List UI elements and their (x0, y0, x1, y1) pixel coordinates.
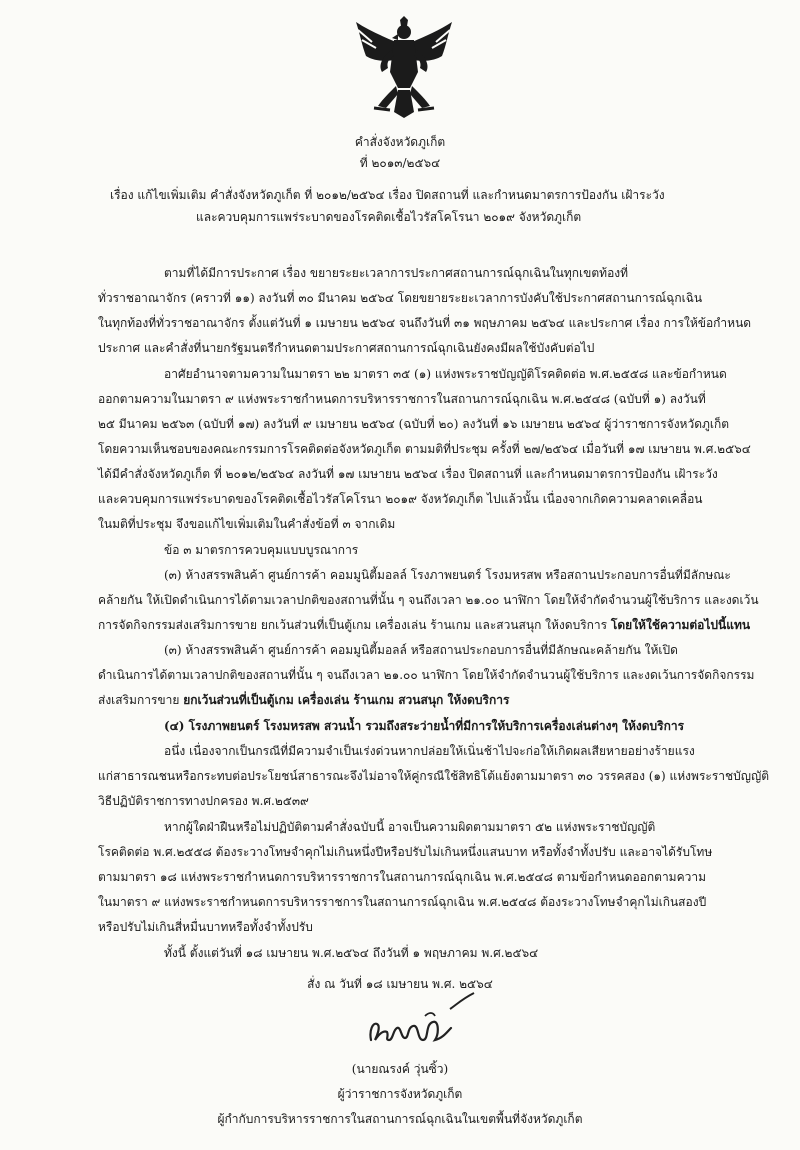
replacement-note: โดยให้ใช้ความต่อไปนี้แทน (610, 618, 751, 632)
handwritten-signature (365, 1010, 455, 1050)
body-line: ประกาศ และคำสั่งที่นายกรัฐมนตรีกำหนดตามประกาศสถานการณ์ฉุกเฉินยังคงมีผลใช้บังคับต่อไป (98, 341, 595, 355)
body-line: ได้มีคำสั่งจังหวัดภูเก็ต ที่ ๒๐๑๒/๒๕๖๔ ลงวันที่ ๑๗ เมษายน ๒๕๖๔ เรื่อง ปิดสถานที่ และกำหนดมาตรการป้องกัน เฝ้าระวัง (98, 467, 718, 481)
body-line: วิธีปฏิบัติราชการทางปกครอง พ.ศ.๒๕๓๙ (98, 794, 309, 808)
body-text: ส่งเสริมการขาย (98, 693, 180, 707)
subject (110, 184, 720, 228)
body-line: โดยความเห็นชอบของคณะกรรมการโรคติดต่อจังหวัดภูเก็ต ตามมติที่ประชุม ครั้งที่ ๒๗/๒๕๖๔ เมื่อวันที่ ๑๗ เมษายน พ.ศ.๒๕๖๔ (98, 442, 751, 456)
garuda-emblem-icon (352, 16, 456, 118)
body-line: หากผู้ใดฝ่าฝืนหรือไม่ปฏิบัติตามคำสั่งฉบับนี้ อาจเป็นความผิดตามมาตรา ๕๒ แห่งพระราชบัญญัติ (164, 820, 656, 834)
body-line: ดำเนินการได้ตามเวลาปกติของสถานที่นั้น ๆ จนถึงเวลา ๒๑.๐๐ นาฬิกา โดยให้จำกัดจำนวนผู้ใช้บริการ และงดเว้นการจัดกิจกรรม (98, 668, 755, 682)
order-title: คำสั่งจังหวัดภูเก็ต (354, 135, 446, 149)
body-line: ออกตามความในมาตรา ๙ แห่งพระราชกำหนดการบริหารราชการในสถานการณ์ฉุกเฉิน พ.ศ.๒๕๔๘ (ฉบับที่ ๑) ลงวันที่ (98, 392, 706, 406)
exception-note: ยกเว้นส่วนที่เป็นตู้เกม เครื่องเล่น ร้านเกม สวนสนุก ให้งดบริการ (183, 693, 510, 707)
subject-line-1: เรื่อง แก้ไขเพิ่มเติม คำสั่งจังหวัดภูเก็ต ที่ ๒๐๑๒/๒๕๖๔ เรื่อง ปิดสถานที่ และกำหนดมาตรการป้องกัน เฝ้าระวัง (110, 188, 665, 202)
body-line: ในมาตรา ๙ แห่งพระราชกำหนดการบริหารราชการในสถานการณ์ฉุกเฉิน พ.ศ.๒๕๔๘ ต้องระวางโทษจำคุกไม่เกินสองปี (98, 895, 707, 909)
body-line (98, 692, 509, 708)
body-line: ในทุกท้องที่ทั่วราชอาณาจักร ตั้งแต่วันที่ ๑ เมษายน ๒๕๖๔ จนถึงวันที่ ๓๑ พฤษภาคม ๒๕๖๔ และประกาศ เรื่อง การให้ข้อกำหนด (98, 316, 752, 330)
handwritten-mark-icon (448, 991, 476, 1011)
clause-4: (๔) โรงภาพยนตร์ โรงมหรสพ สวนน้ำ รวมถึงสระว่ายน้ำที่มีการให้บริการเครื่องเล่นต่างๆ ให้งดบริการ (164, 719, 685, 733)
body-line: ๒๕ มีนาคม ๒๕๖๓ (ฉบับที่ ๑๗) ลงวันที่ ๙ เมษายน ๒๕๖๔ (ฉบับที่ ๒๐) ลงวันที่ ๑๖ เมษายน ๒๕๖๔ ผู้ว่าราชการจังหวัดภูเก็ต (98, 417, 730, 431)
body-line: (๓) ห้างสรรพสินค้า ศูนย์การค้า คอมมูนิตี้มอลล์ โรงภาพยนตร์ โรงมหรสพ หรือสถานประกอบการอื่นที่มีลักษณะ (164, 568, 731, 582)
body-text: การจัดกิจกรรมส่งเสริมการขาย ยกเว้นส่วนที่เป็นตู้เกม เครื่องเล่น ร้านเกม และสวนสนุก ให้งดบริการ (98, 618, 608, 632)
body-line: โรคติดต่อ พ.ศ.๒๕๕๘ ต้องระวางโทษจำคุกไม่เกินหนึ่งปีหรือปรับไม่เกินหนึ่งแสนบาท หรือทั้งจำทั้งปรับ และอาจได้รับโทษ (98, 845, 713, 859)
body-line: อาศัยอำนาจตามความในมาตรา ๒๒ มาตรา ๓๕ (๑) แห่งพระราชบัญญัติโรคติดต่อ พ.ศ.๒๕๕๘ และข้อกำหนด (164, 367, 727, 381)
body-line: แก่สาธารณชนหรือกระทบต่อประโยชน์สาธารณะจึงไม่อาจให้คู่กรณีใช้สิทธิโต้แย้งตามมาตรา ๓๐ วรรคสอง (๑) แห่งพระราชบัญญัติ (98, 769, 770, 783)
order-number: ที่ ๒๐๑๓/๒๕๖๔ (359, 156, 441, 170)
body-line: (๓) ห้างสรรพสินค้า ศูนย์การค้า คอมมูนิตี้มอลล์ หรือสถานประกอบการอื่นที่มีลักษณะคล้ายกัน ให้เปิด (164, 643, 678, 657)
body-line: คล้ายกัน ให้เปิดดำเนินการได้ตามเวลาปกติของสถานที่นั้น ๆ จนถึงเวลา ๒๑.๐๐ นาฬิกา โดยให้จำกัดจำนวนผู้ใช้บริการ และงดเว้น (98, 593, 759, 607)
body-line: ทั่วราชอาณาจักร (คราวที่ ๑๑) ลงวันที่ ๓๐ มีนาคม ๒๕๖๔ โดยขยายระยะเวลาการบังคับใช้ประกาศสถานการณ์ฉุกเฉิน (98, 291, 703, 305)
signer-position: ผู้ว่าราชการจังหวัดภูเก็ต (337, 1087, 463, 1101)
body-line: ตามมาตรา ๑๘ แห่งพระราชกำหนดการบริหารราชการในสถานการณ์ฉุกเฉิน พ.ศ.๒๕๔๘ ตามข้อกำหนดออกตามความ (98, 870, 707, 884)
signer-position-2: ผู้กำกับการบริหารราชการในสถานการณ์ฉุกเฉินในเขตพื้นที่จังหวัดภูเก็ต (217, 1112, 583, 1126)
effective-period: ทั้งนี้ ตั้งแต่วันที่ ๑๘ เมษายน พ.ศ.๒๕๖๔ ถึงวันที่ ๑ พฤษภาคม พ.ศ.๒๕๖๔ (164, 946, 539, 960)
signer-name: (นายณรงค์ วุ่นซิ้ว) (351, 1062, 449, 1076)
body-line: อนึ่ง เนื่องจากเป็นกรณีที่มีความจำเป็นเร่งด่วนหากปล่อยให้เนิ่นช้าไปจะก่อให้เกิดผลเสียหายอย่างร้ายแรง (164, 744, 695, 758)
subject-line-2: และควบคุมการแพร่ระบาดของโรคติดเชื้อไวรัสโคโรนา ๒๐๑๙ จังหวัดภูเก็ต (196, 210, 582, 224)
body-line: ในมติที่ประชุม จึงขอแก้ไขเพิ่มเติมในคำสั่งข้อที่ ๓ จากเดิม (98, 517, 396, 531)
body-line: และควบคุมการแพร่ระบาดของโรคติดเชื้อไวรัสโคโรนา ๒๐๑๙ จังหวัดภูเก็ต ไปแล้วนั้น เนื่องจากเกิดความคลาดเคลื่อน (98, 492, 703, 506)
body-line (98, 617, 750, 633)
body-line: ตามที่ได้มีการประกาศ เรื่อง ขยายระยะเวลาการประกาศสถานการณ์ฉุกเฉินในทุกเขตท้องที่ (164, 266, 629, 280)
clause-heading: ข้อ ๓ มาตรการควบคุมแบบบูรณาการ (164, 543, 359, 557)
body-line: หรือปรับไม่เกินสี่หมื่นบาทหรือทั้งจำทั้งปรับ (98, 920, 313, 934)
signed-date: สั่ง ณ วันที่ ๑๘ เมษายน พ.ศ. ๒๕๖๔ (307, 977, 493, 991)
